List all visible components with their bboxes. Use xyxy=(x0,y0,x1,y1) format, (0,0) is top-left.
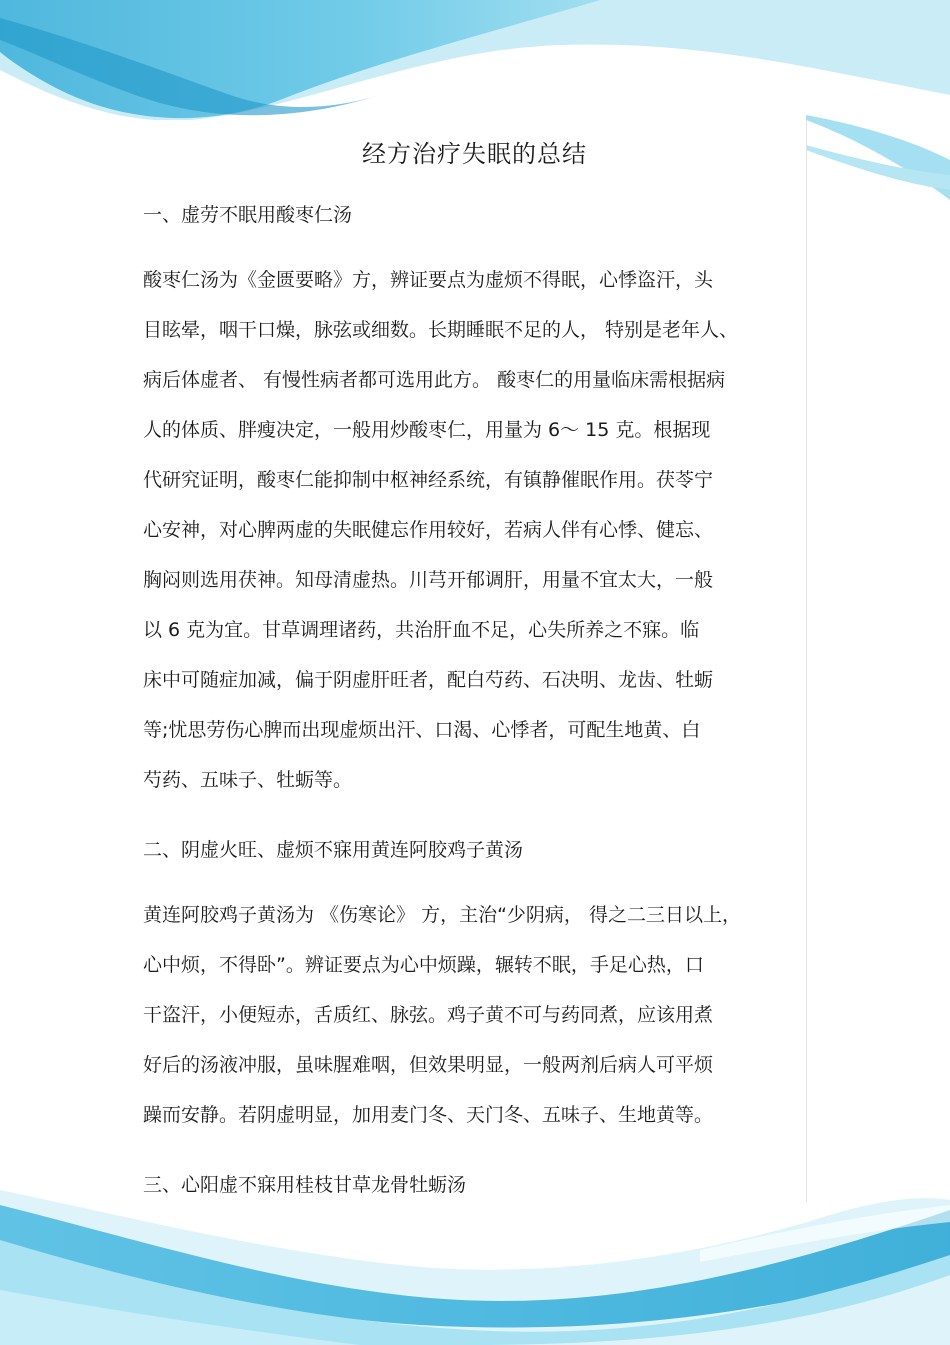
section-heading-2: 二、阴虚火旺、虚烦不寐用黄连阿胶鸡子黄汤 xyxy=(143,839,524,861)
body-line: 心安神，对心脾两虚的失眠健忘作用较好，若病人伴有心悸、健忘、 xyxy=(143,519,714,541)
body-line: 胸闷则选用茯神。知母清虚热。川芎开郁调肝，用量不宜太大，一般 xyxy=(143,569,714,591)
document-page xyxy=(143,120,807,1202)
body-line: 芍药、五味子、牡蛎等。 xyxy=(143,769,353,791)
section-heading-1: 一、虚劳不眠用酸枣仁汤 xyxy=(143,204,353,226)
document-title: 经方治疗失眠的总结 xyxy=(362,140,587,168)
body-line: 等;忧思劳伤心脾而出现虚烦出汗、口渴、心悸者，可配生地黄、白 xyxy=(143,719,701,741)
body-line: 床中可随症加减，偏于阴虚肝旺者，配白芍药、石决明、龙齿、牡蛎 xyxy=(143,669,714,691)
body-line: 干盗汗，小便短赤，舌质红、脉弦。鸡子黄不可与药同煮，应该用煮 xyxy=(143,1004,714,1026)
body-line: 躁而安静。若阴虚明显，加用麦门冬、天门冬、五味子、生地黄等。 xyxy=(143,1104,714,1126)
body-line: 目眩晕，咽干口燥，脉弦或细数。长期睡眠不足的人， 特别是老年人、 xyxy=(143,319,739,341)
section-heading-3: 三、心阳虚不寐用桂枝甘草龙骨牡蛎汤 xyxy=(143,1174,467,1196)
body-line: 黄连阿胶鸡子黄汤为 《伤寒论》 方，主治“少阴病， 得之二三日以上， xyxy=(143,904,741,926)
body-line: 好后的汤液冲服，虽味腥难咽，但效果明显，一般两剂后病人可平烦 xyxy=(143,1054,714,1076)
body-line: 酸枣仁汤为《金匮要略》方，辨证要点为虚烦不得眠，心悸盗汗，头 xyxy=(143,269,714,291)
body-line: 病后体虚者、 有慢性病者都可选用此方。 酸枣仁的用量临床需根据病 xyxy=(143,369,726,391)
body-line: 心中烦，不得卧”。辨证要点为心中烦躁，辗转不眠，手足心热，口 xyxy=(143,954,704,976)
body-line: 以 6 克为宜。甘草调理诸药，共治肝血不足，心失所养之不寐。临 xyxy=(143,619,700,641)
body-line: 人的体质、胖瘦决定，一般用炒酸枣仁，用量为 6～ 15 克。根据现 xyxy=(143,419,711,441)
body-line: 代研究证明，酸枣仁能抑制中枢神经系统，有镇静催眠作用。茯苓宁 xyxy=(143,469,714,491)
